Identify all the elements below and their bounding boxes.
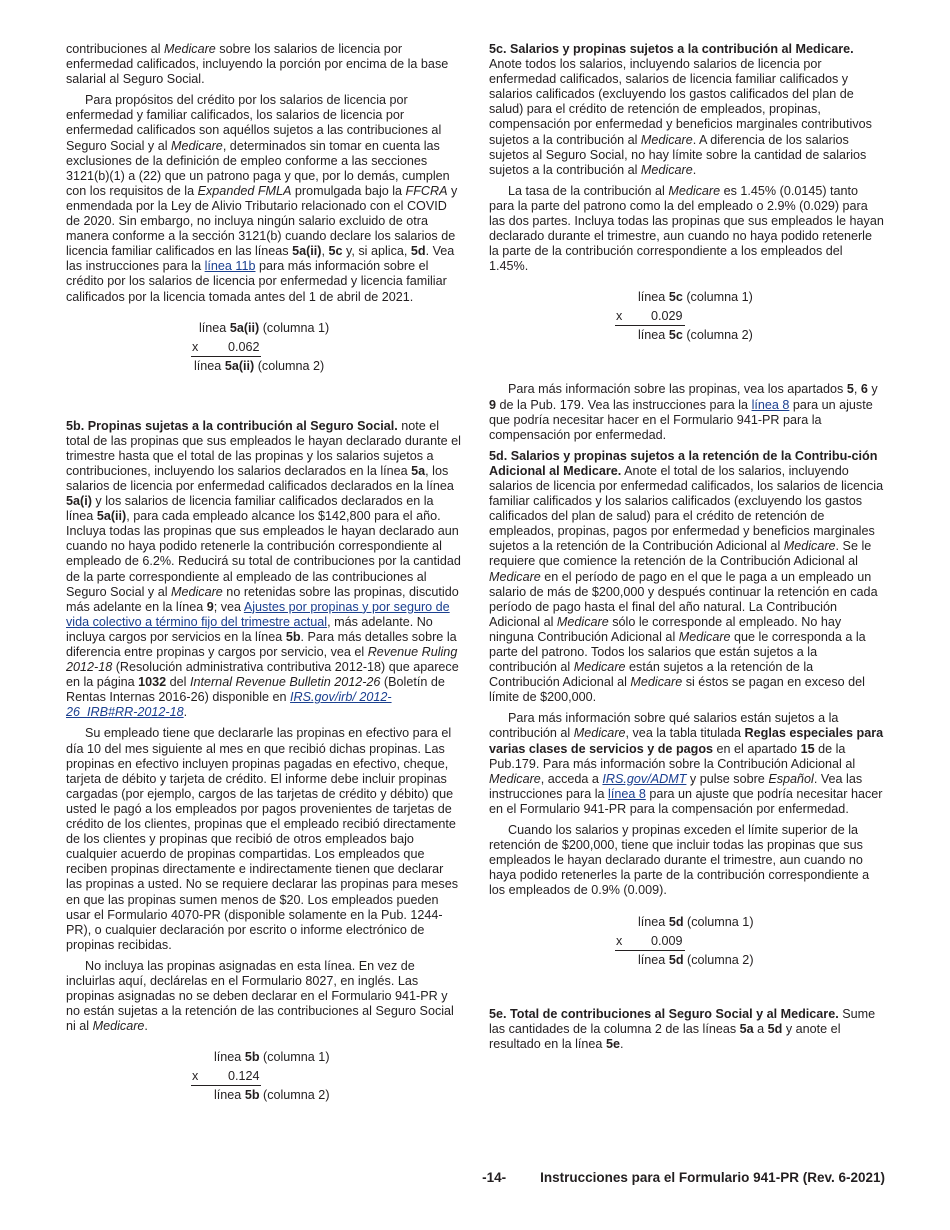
calculation-5a-ii: línea 5a(ii) (columna 1) x 0.062 línea 5a(ii) (columna 2) [192,320,330,373]
multiplication-rule [615,950,685,951]
multiplication-rule [191,1085,261,1086]
footer-title: Instrucciones para el Formulario 941-PR (Rev. 6-2021) [540,1170,885,1185]
multiplication-rule [615,325,685,326]
paragraph: Para más información sobre las propinas, vea los apartados 5, 6 y 9 de la Pub. 179. Vea las instrucciones para la línea 8 para un ajuste que podría necesitar hacer en el Formulario 941-PR para la compensación por enfermedad. [489,382,878,442]
paragraph: Cuando los salarios y propinas exceden el límite superior de la retención de $200,000, tiene que incluir todas las propinas que sus empleados le hayan declarado durante el trimestre, aun cuando no haya podido retenerles la parte de la contribución correspondiente a los empleados de 0.9% (0.009). [489,823,870,898]
right-column [489,42,885,1058]
cross-reference-link[interactable]: IRS.gov/irb/ 2012-26_IRB#RR-2012-18 [66,690,392,720]
calculation-5d: línea 5d (columna 1) x 0.009 línea 5d (columna 2) [616,914,754,967]
cross-reference-link[interactable]: Ajustes por propinas y por seguro de vida colectivo a término fijo del trimestre actual [66,599,450,629]
section-5e: 5e. Total de contribuciones al Seguro Social y al Medicare. Sume las cantidades de la columna 2 de las líneas 5a a 5d y anote el resultado en la línea 5e. [489,1006,876,1051]
cross-reference-link[interactable]: línea 8 [608,786,646,801]
paragraph: Para propósitos del crédito por los salarios de licencia por enfermedad y familiar calificados, los salarios de licencia por enfermedad calificados son aquéllos sujetos a las contribuciones al Seguro Social y al Medicare, determinados sin tomar en cuenta las exclusiones de la definición de empleo conforme a las secciones 3121(b)(1) a (22) que un patrono paga y que, por lo demás, cumplen con los requisitos de la Expanded FMLA promulgada bajo la FFCRA y enmendada por la Ley de Alivio Tributario relacionado con el COVID de 2020. Sin embargo, no incluya ningún salario excluido de otra manera conforme a la sección 3121(b) cuando declare los salarios de licencia familiar calificados en las líneas 5a(ii), 5c y, si aplica, 5d. Vea las instrucciones para la línea 11b para más información sobre el crédito por los salarios de licencia por enfermedad y licencia familiar calificados por la licencia tomada antes del 1 de abril de 2021. [66,93,458,304]
paragraph: No incluya las propinas asignadas en esta línea. En vez de incluirlas aquí, declárelas en el Formulario 8027, en inglés. Las propinas asignadas no se deben declarar en el Formulario 941-PR y no están sujetas a la retención de las contribuciones al Seguro Social ni al Medicare. [66,958,454,1034]
section-5d: 5d. Salarios y propinas sujetos a la retención de la Contribu-ción Adicional al Medicare. Anote el total de los salarios, incluyendo salarios de licencia por enfermedad calificados, los salarios de licencia familiar calificados y los salarios calificados (excluyendo los gastos calificados del plan de salud) para el crédito de retención de empleados, propinas, pagos por enfermedad y beneficios marginales sujetos a la retención de la Contribución Adicional al Medicare. Se le requiere que comience la retención de la Contribución Adicional al Medicare en el período de pago en el que le paga a un empleado un salario de más de $200,000 y después continuar la retención en cada período de pago hasta el final del año natural. La Contribución Adicional al Medicare sólo le corresponde al empleado. No hay ninguna Contribución Adicional al Medicare que le corresponda a la parte del patrono. Todos los salarios que están sujetos a la contribución al Medicare están sujetos a la retención de la Contribución Adicional al Medicare si éstos se pagan en exceso del límite de $200,000. [489,448,884,705]
paragraph: contribuciones al Medicare sobre los salarios de licencia por enfermedad calificados, incluyendo la porción por encima de la base salarial al Seguro Social. [66,42,449,87]
page-number: -14- [482,1170,507,1185]
cross-reference-link[interactable]: IRS.gov/ADMT [602,771,687,786]
left-column [66,42,462,1122]
calculation-5c: línea 5c (columna 1) x 0.029 línea 5c (columna 2) [616,290,753,343]
paragraph: La tasa de la contribución al Medicare es 1.45% (0.0145) tanto para la parte del patrono como la del empleado o 2.9% (0.029) para las dos partes. Incluya todas las propinas que sus empleados le hayan declarado durante el trimestre, aun cuando no haya podido retenerle la parte de la contribución correspondiente a los empleados del 1.45%. [489,183,884,274]
section-5c: 5c. Salarios y propinas sujetos a la contribución al Medicare. Anote todos los salarios, incluyendo salarios de licencia por enfermedad calificados, salarios de licencia familiar calificados y salarios calificados (excluyendo los gastos calificados del plan de salud) para el crédito de retención de empleados, propinas, compensación por enfermedad y beneficios marginales contributivos sujetos a la contribución al Medicare. A diferencia de los salarios sujetos al Seguro Social, no hay límite sobre la cantidad de salarios sujetos a la contribución al Medicare. [489,42,872,177]
cross-reference-link[interactable]: línea 8 [751,397,790,412]
calculation-5b: línea 5b (columna 1) x 0.124 línea 5b (columna 2) [192,1050,330,1103]
cross-reference-link[interactable]: línea 11b [204,259,256,274]
section-5b: 5b. Propinas sujetas a la contribución al Seguro Social. note el total de las propinas que sus empleados le hayan declarado durante el trimestre hasta que el total de las propinas y los salarios sujetos a contribuciones, incluyendo los salarios declarados en la línea 5a, los salarios de licencia por enfermedad calificados declarados en la línea 5a(i) y los salarios de licencia familiar calificados declarados en la línea 5a(ii), para cada empleado alcance los $142,800 para el año. Incluya todas las propinas que sus empleados le hayan declarado aun cuando no haya podido retenerle la contribución correspondiente al empleado de 6.2%. Reducirá su total de contribuciones por la cantidad de la parte correspondiente al empleado de las contribuciones al Seguro Social y al Medicare no retenidas sobre las propinas, discutido más adelante en la línea 9; vea Ajustes por propinas y por seguro de vida colectivo a término fijo del trimestre actual, más adelante. No incluya cargos por servicios en la línea 5b. Para más detalles sobre la diferencia entre propinas y cargos por servicio, vea el Revenue Ruling 2012-18 (Resolución administrativa contributiva 2012-18) que aparece en la página 1032 del Internal Revenue Bulletin 2012-26 (Boletín de Rentas Internas 2016-26) disponible en IRS.gov/irb/ 2012-26_IRB#RR-2012-18. [66,418,461,720]
page-footer [0,1170,885,1185]
multiplication-rule [191,356,261,357]
paragraph: Su empleado tiene que declararle las propinas en efectivo para el día 10 del mes siguiente al mes en que recibió dichas propinas. Las propinas en efectivo incluyen propinas pagadas en efectivo, cheque, tarjeta de débito y tarjeta de crédito. El informe debe incluir propinas cargadas (por ejemplo, cargos de las tarjetas de crédito y débito) que usted le pagó a los empleados por pagos provenientes de tarjetas de crédito de los clientes, propinas que el empleado recibió directamente de los clientes y propinas que recibió de otros empleados bajo cualquier acuerdo de propinas compartidas. Los empleados que reciben propinas directamente e indirectamente tienen que declarar las propinas a usted. No se requiere declarar las propinas para meses en que las propinas sumen menos de $20. Los empleados pueden usar el Formulario 4070-PR (disponible solamente en la Pub. 1244-PR), o cualquier declaración por escrito o informe electrónico de propinas recibidas. [66,726,459,952]
paragraph: Para más información sobre qué salarios están sujetos a la contribución al Medicare, vea la tabla titulada Reglas especiales para varias clases de servicios y de pagos en el apartado 15 de la Pub.179. Para más información sobre la Contribución Adicional al Medicare, acceda a IRS.gov/ADMT y pulse sobre Español. Vea las instrucciones para la línea 8 para un ajuste que podría necesitar hacer en el Formulario 941-PR para la compensación por enfermedad. [489,711,884,816]
